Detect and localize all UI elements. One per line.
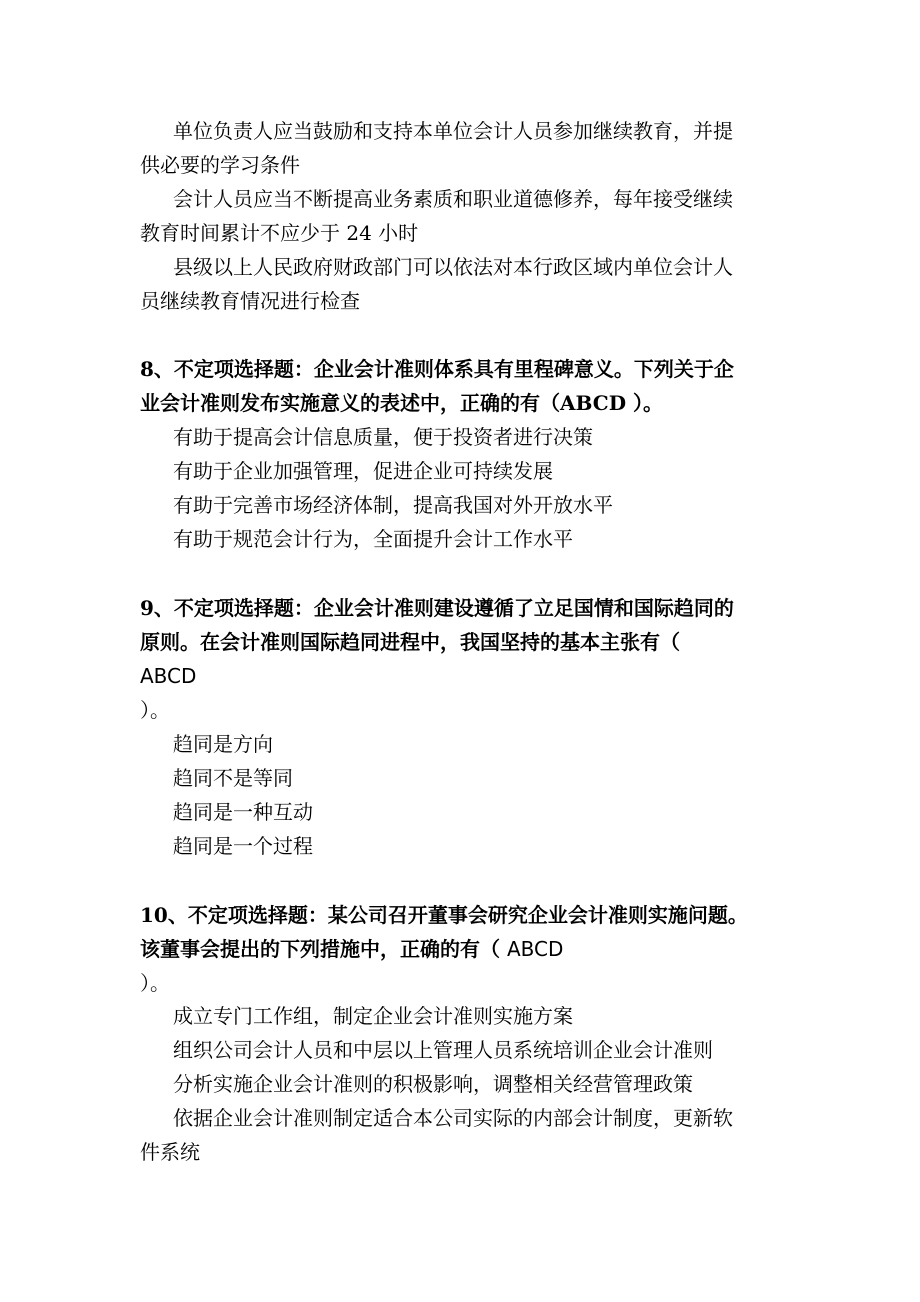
question-10-option-2 [173,1033,783,1067]
intro-option-1-line2: 供必要的学习条件 [140,153,300,177]
intro-option-1 [140,114,780,182]
question-9-close: ）。 [140,698,170,722]
question-10-line2 [140,932,785,966]
question-10-option-3 [173,1067,783,1101]
question-9-line1: 9、不定项选择题：企业会计准则建设遵循了立足国情和国际趋同的 [140,596,734,620]
question-8-option-1: 有助于提高会计信息质量，便于投资者进行决策 [173,425,593,449]
question-8-option-3: 有助于完善市场经济体制，提高我国对外开放水平 [173,493,613,517]
question-8 [140,352,785,420]
question-10-option-4 [140,1101,780,1169]
question-9-option-1: 趋同是方向 [173,732,273,756]
question-10-option-4-line1: 依据企业会计准则制定适合本公司实际的内部会计制度，更新软 [173,1106,733,1130]
intro-option-2-line1: 会计人员应当不断提高业务素质和职业道德修养，每年接受继续 [173,187,733,211]
intro-option-1-line1: 单位负责人应当鼓励和支持本单位会计人员参加继续教育，并提 [173,119,733,143]
intro-option-2 [140,182,780,250]
question-10-answer: ABCD [506,937,564,961]
question-10-line2-prefix: 该董事会提出的下列措施中，正确的有（ [140,937,507,961]
question-8-line2: 业会计准则发布实施意义的表述中，正确的有（ABCD ）。 [140,391,664,415]
question-8-line1: 8、不定项选择题：企业会计准则体系具有里程碑意义。下列关于企 [140,357,734,381]
question-9 [140,591,785,727]
question-8-option-4: 有助于规范会计行为，全面提升会计工作水平 [173,527,573,551]
question-10-option-1 [173,999,783,1033]
question-10-option-4-line2: 件系统 [140,1140,200,1164]
question-9-option-3: 趋同是一种互动 [173,800,313,824]
question-9-option-4: 趋同是一个过程 [173,834,313,858]
intro-option-3-line1: 县级以上人民政府财政部门可以依法对本行政区域内单位会计人 [173,255,733,279]
question-10-option-1-line1: 成立专门工作组，制定企业会计准则实施方案 [173,1004,573,1028]
question-9-line2: 原则。在会计准则国际趋同进程中，我国坚持的基本主张有（ [140,630,680,654]
question-10-option-2-line1: 组织公司会计人员和中层以上管理人员系统培训企业会计准则 [173,1038,713,1062]
question-10-close: ）。 [140,971,170,995]
intro-option-2-line2: 教育时间累计不应少于 24 小时 [140,221,419,245]
intro-option-3 [140,250,780,318]
question-10-line1: 10、不定项选择题：某公司召开董事会研究企业会计准则实施问题。 [140,903,748,927]
question-8-option-2: 有助于企业加强管理，促进企业可持续发展 [173,459,553,483]
question-9-option-2: 趋同不是等同 [173,766,293,790]
question-10-option-3-line1: 分析实施企业会计准则的积极影响，调整相关经营管理政策 [173,1072,693,1096]
intro-option-3-line2: 员继续教育情况进行检查 [140,289,360,313]
question-10 [140,898,785,1000]
question-9-answer: ABCD [140,664,197,688]
